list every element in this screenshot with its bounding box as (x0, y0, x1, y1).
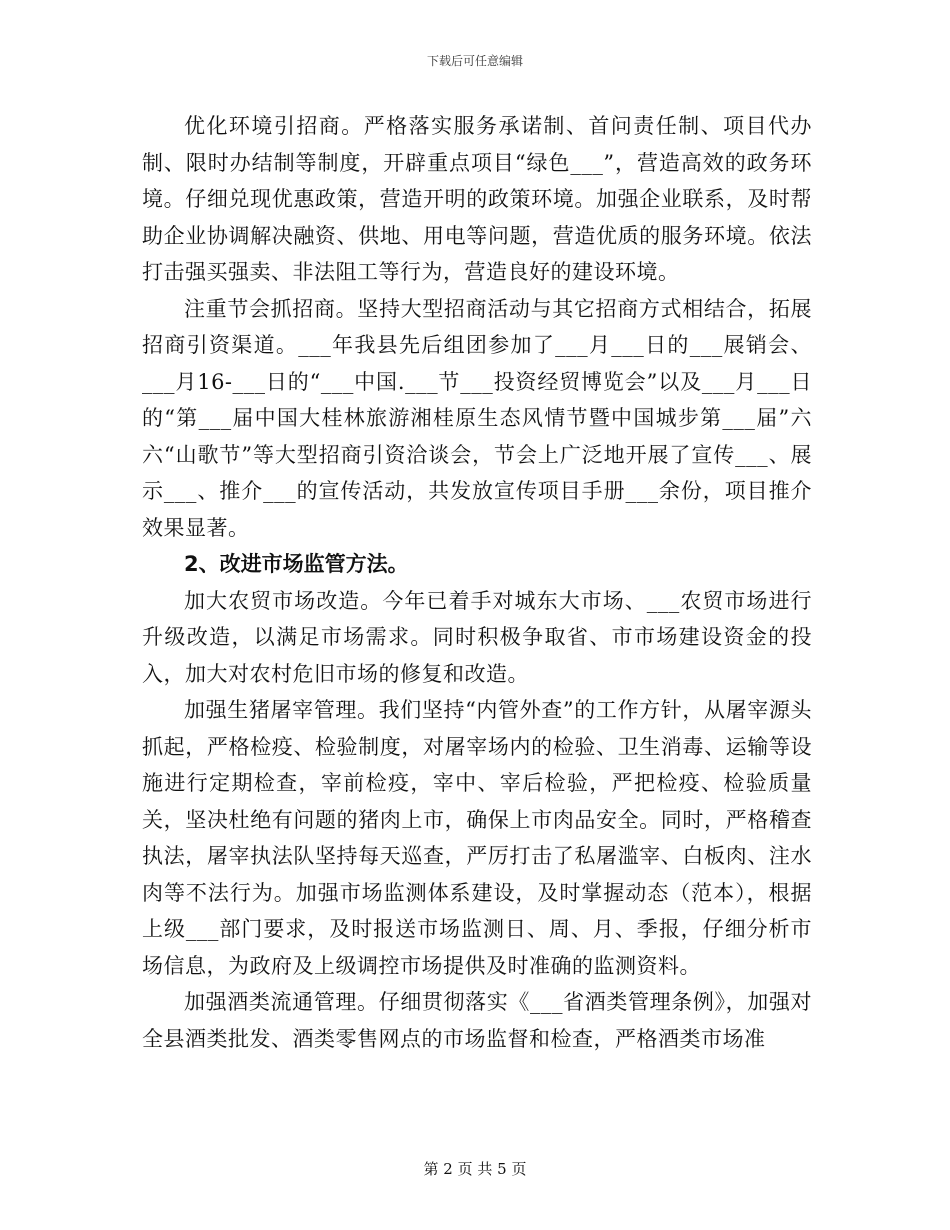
page-header: 下载后可任意编辑 (426, 54, 523, 68)
paragraph-pig-slaughter: 加强生猪屠宰管理。我们坚持“内管外查”的工作方针，从屠宰源头抓起，严格检疫、检验制度，对屠宰场内的检验、卫生消毒、运输等设施进行定期检查，宰前检疫，宰中、宰后检验，严把检疫、检验质量关，坚决杜绝有问题的猪肉上市，确保上市肉品安全。同时，严格稽查执法，屠宰执法队坚持每天巡查，严厉打击了私屠滥宰、白板肉、注水肉等不法行为。加强市场监测体系建设，及时掌握动态（范本），根据上级___部门要求，及时报送市场监测日、周、月、季报，仔细分析市场信息，为政府及上级调控市场提供及时准确的监测资料。 (142, 698, 812, 978)
paragraph-liquor-management: 加强酒类流通管理。仔细贯彻落实《___省酒类管理条例》，加强对全县酒类批发、酒类零售网点的市场监督和检查，严格酒类市场准 (142, 990, 812, 1051)
section-heading-market-supervision: 2、改进市场监管方法。 (184, 552, 409, 576)
paragraph-farmers-market: 加大农贸市场改造。今年已着手对城东大市场、___农贸市场进行升级改造，以满足市场需求。同时积极争取省、市市场建设资金的投入，加大对农村危旧市场的修复和改造。 (142, 588, 812, 686)
document-body (142, 108, 812, 1057)
paragraph-optimize-environment: 优化环境引招商。严格落实服务承诺制、首问责任制、项目代办制、限时办结制等制度，开辟重点项目“绿色___”，营造高效的政务环境。仔细兑现优惠政策，营造开明的政策环境。加强企业联系，及时帮助企业协调解决融资、供地、用电等问题，营造优质的服务环境。依法打击强买强卖、非法阻工等行为，营造良好的建设环境。 (142, 114, 812, 284)
page-footer: 第 2 页 共 5 页 (423, 1160, 527, 1178)
paragraph-festival-investment: 注重节会抓招商。坚持大型招商活动与其它招商方式相结合，拓展招商引资渠道。___年我县先后组团参加了___月___日的___展销会、___月16-___日的“___中国.___节___投资经贸博览会”以及___月___日的“第___届中国大桂林旅游湘桂原生态风情节暨中国城步第___届”六六“山歌节”等大型招商引资洽谈会，节会上广泛地开展了宣传___、展示___、推介___的宣传活动，共发放宣传项目手册___余份，项目推介效果显著。 (142, 296, 812, 540)
